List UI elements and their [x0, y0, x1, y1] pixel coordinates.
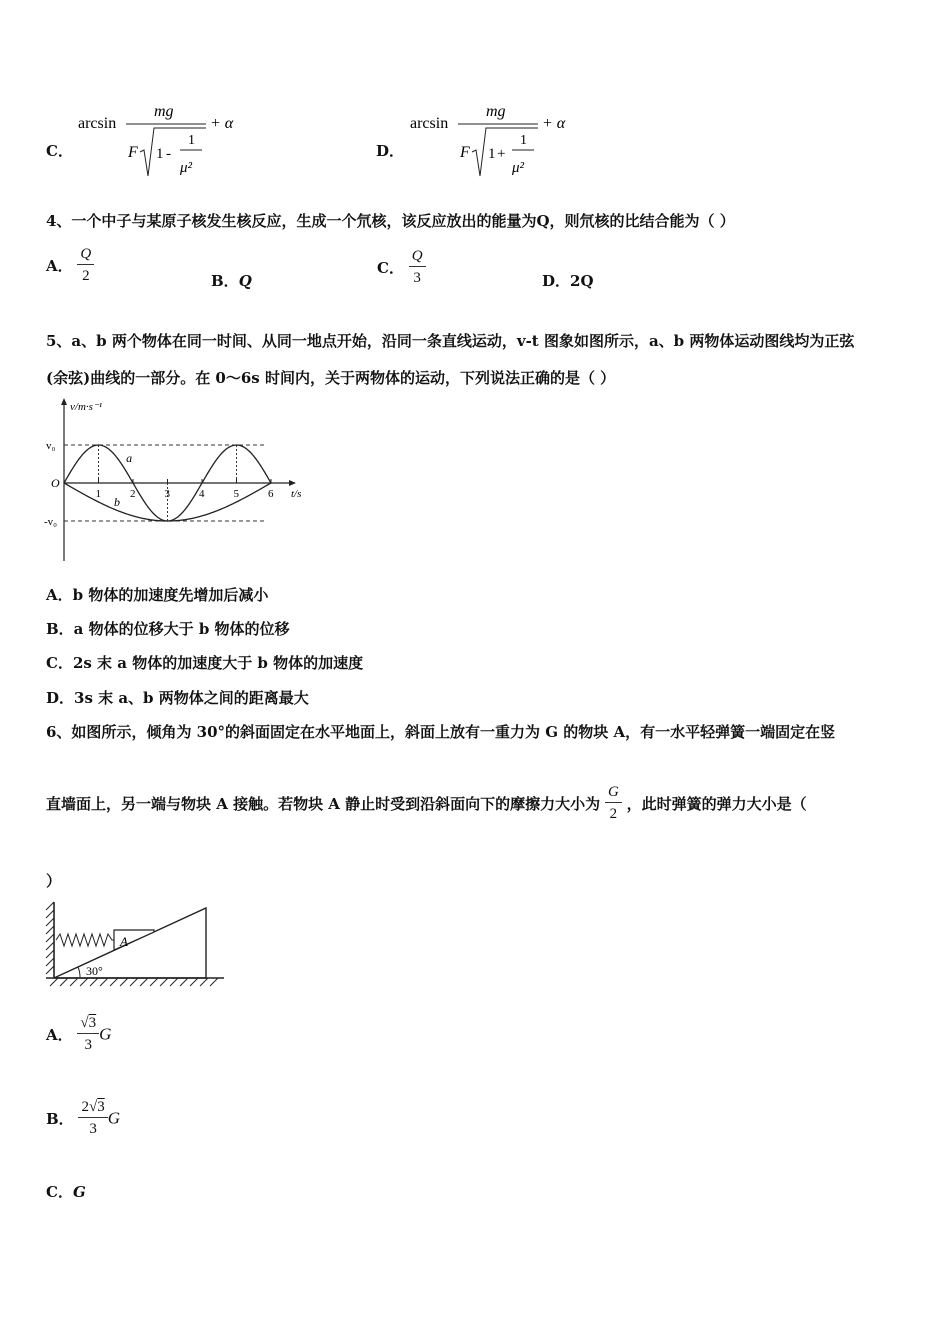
- option-label: C．: [377, 259, 404, 277]
- q6-stem-line1: 6、如图所示，倾角为 30°的斜面固定在水平地面上，斜面上放有一重力为 G 的物块 A，有一水平轻弹簧一端固定在竖: [46, 723, 836, 741]
- series-b-label: b: [114, 494, 121, 509]
- numerator-mg: mg: [154, 103, 174, 120]
- fraction-numerator: 2√3: [78, 1097, 107, 1118]
- option-value: Q: [238, 272, 252, 290]
- fraction: [77, 1013, 99, 1056]
- q6-option-c: [46, 1181, 86, 1202]
- q4-option-a: [46, 244, 94, 294]
- fraction-numerator: Q: [409, 246, 426, 267]
- numerator-mg: mg: [486, 103, 506, 120]
- fraction-denominator: 3: [413, 270, 421, 286]
- y-axis-arrow: [61, 398, 67, 405]
- denominator-f: F: [460, 144, 470, 161]
- x-axis-label: t/s: [291, 488, 302, 500]
- angle-label: 30°: [86, 964, 103, 978]
- x-axis-arrow: [289, 480, 296, 486]
- q4-option-c: [377, 246, 426, 296]
- option-label: B．: [46, 1110, 74, 1128]
- mu-squared: μ²: [512, 160, 525, 176]
- fraction-numerator: Q: [77, 244, 94, 265]
- inner-one: 1: [188, 133, 195, 148]
- q4-option-b: [211, 270, 252, 291]
- fraction-denominator: 2: [82, 268, 90, 284]
- fraction: [77, 244, 94, 287]
- radicand: 3: [88, 1015, 97, 1031]
- y-axis-label: v/m·s⁻¹: [70, 401, 103, 413]
- incline-spring-figure: [44, 898, 228, 990]
- q6-text-before: 直墙面上，另一端与物块 A 接触。若物块 A 静止时受到沿斜面向下的摩擦力大小为: [46, 795, 601, 813]
- option-label: D．: [376, 142, 405, 160]
- q5-stem-line1: 5、a、b 两个物体在同一时间、从同一地点开始，沿同一条直线运动，v-t 图象如图所示，a、b 两物体运动图线均为正弦: [46, 332, 855, 350]
- block-label: A: [120, 934, 128, 949]
- arcsin-text: arcsin: [78, 115, 117, 132]
- q5-option-c: C．2s 末 a 物体的加速度大于 b 物体的加速度: [46, 654, 364, 672]
- q3-option-d-formula: [406, 100, 606, 184]
- x-tick-label: 3: [164, 488, 170, 500]
- q6-text-after: ，此时弹簧的弹力大小是（: [626, 795, 807, 813]
- inner-one: 1: [520, 133, 527, 148]
- q5-option-a: A．b 物体的加速度先增加后减小: [46, 586, 269, 604]
- minus-sign: -: [166, 146, 171, 162]
- x-tick-label: 2: [130, 488, 136, 500]
- variable-g: G: [99, 1024, 112, 1044]
- y-tick-label: -v₀: [44, 516, 57, 528]
- mu-squared: μ²: [180, 160, 193, 176]
- one-text: 1: [156, 146, 164, 162]
- option-value: 2Q: [570, 272, 594, 290]
- fraction-denominator: 2: [609, 806, 618, 822]
- arcsin-text: arcsin: [410, 115, 449, 132]
- fraction-g-over-2: [605, 782, 622, 825]
- option-value: G: [72, 1183, 86, 1201]
- option-label: C．: [46, 1183, 73, 1201]
- option-label: A．: [46, 1026, 73, 1044]
- plus-alpha: + α: [210, 115, 234, 132]
- q3-option-c-formula: [74, 100, 274, 184]
- x-tick-label: 6: [268, 488, 274, 500]
- origin-label: O: [51, 476, 60, 490]
- option-label: C．: [46, 142, 73, 160]
- q5-option-b: B．a 物体的位移大于 b 物体的位移: [46, 620, 290, 638]
- option-label: D．: [542, 272, 571, 290]
- q6-stem-line2: [46, 782, 807, 825]
- q6-option-a: [46, 1013, 111, 1056]
- fraction-denominator: 3: [84, 1037, 93, 1053]
- radicand: 3: [97, 1099, 105, 1115]
- q3-option-c: [46, 100, 306, 184]
- q6-option-b: [46, 1097, 120, 1140]
- q5-stem-line2: (余弦)曲线的一部分。在 0～6s 时间内，关于两物体的运动，下列说法正确的是（ ）: [46, 369, 616, 387]
- x-tick-label: 5: [233, 488, 239, 500]
- y-tick-label: v₀: [46, 440, 56, 452]
- q6-stem-line3: ）: [46, 872, 62, 890]
- series-a-label: a: [126, 451, 133, 466]
- coefficient: 2: [81, 1099, 89, 1115]
- q4-option-d: [542, 270, 594, 291]
- fraction: [409, 246, 426, 289]
- option-label: B．: [211, 272, 239, 290]
- q4-stem: 4、一个中子与某原子核发生核反应，生成一个氘核，该反应放出的能量为Q，则氘核的比结合能为（ ）: [46, 212, 735, 230]
- fraction-numerator: G: [605, 782, 622, 803]
- q3-option-d: [376, 100, 636, 184]
- fraction-denominator: 3: [89, 1121, 97, 1137]
- fraction-numerator: √3: [77, 1013, 99, 1034]
- q5-option-d: D．3s 末 a、b 两物体之间的距离最大: [46, 689, 309, 707]
- one-text: 1: [488, 146, 496, 162]
- x-tick-label: 1: [95, 488, 101, 500]
- plus-sign: +: [497, 146, 506, 162]
- plus-alpha: + α: [542, 115, 566, 132]
- variable-g: G: [107, 1108, 120, 1128]
- option-label: A．: [46, 257, 73, 275]
- x-tick-label: 4: [199, 488, 205, 500]
- denominator-f: F: [128, 144, 138, 161]
- vt-chart: [44, 395, 324, 565]
- fraction: [78, 1097, 107, 1140]
